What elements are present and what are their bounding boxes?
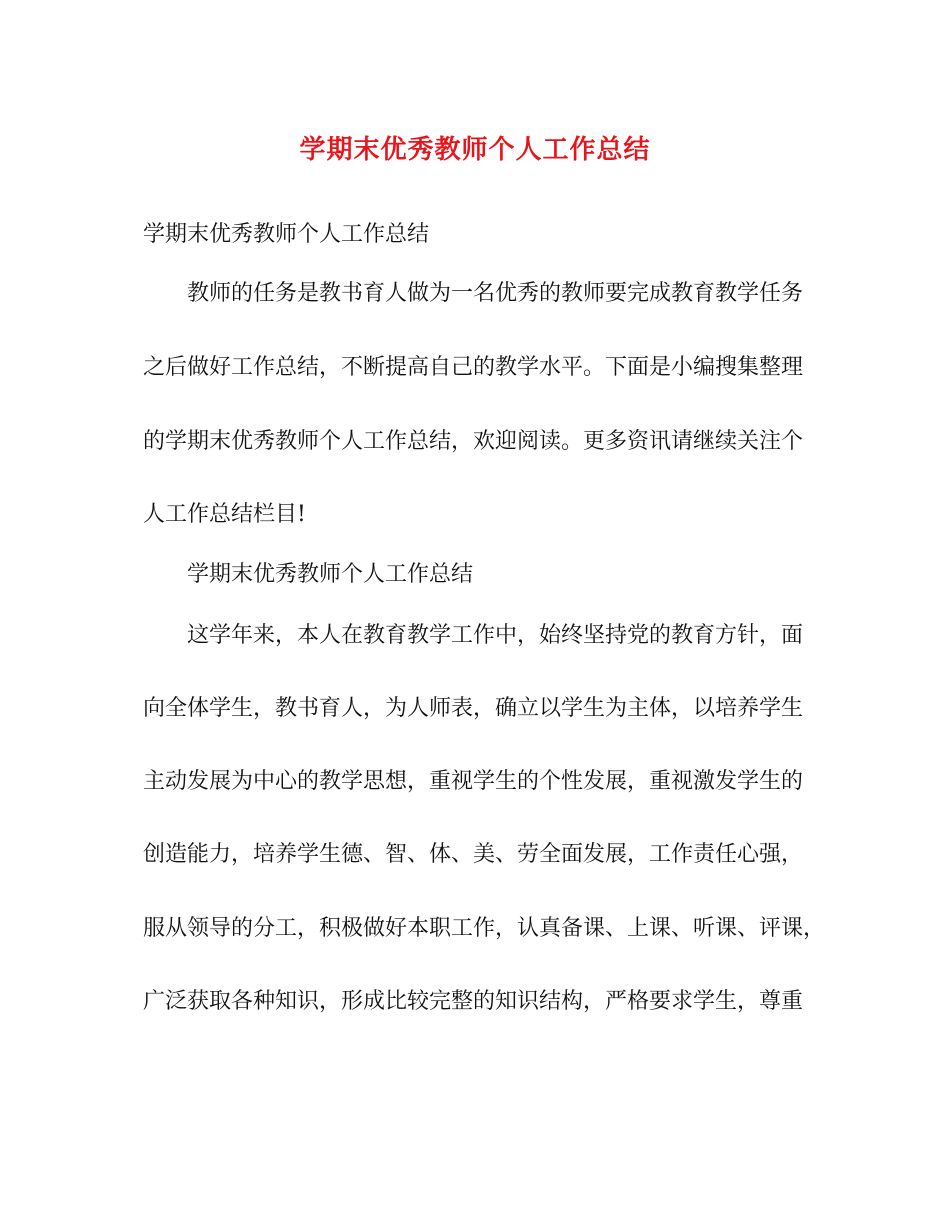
text-line: 之后做好工作总结，不断提高自己的教学水平。下面是小编搜集整理: [143, 355, 804, 380]
text-line: 主动发展为中心的教学思想，重视学生的个性发展，重视激发学生的: [143, 769, 804, 794]
text-line: 的学期末优秀教师个人工作总结，欢迎阅读。更多资讯请继续关注个: [143, 429, 804, 454]
document-title: 学期末优秀教师个人工作总结: [299, 135, 651, 165]
text-line: 服从领导的分工，积极做好本职工作，认真备课、上课、听课、评课，: [143, 916, 826, 941]
text-line: 学期末优秀教师个人工作总结: [143, 222, 430, 247]
text-line: 广泛获取各种知识，形成比较完整的知识结构，严格要求学生，尊重: [143, 989, 804, 1014]
text-line: 这学年来，本人在教育教学工作中，始终坚持党的教育方针，面: [187, 623, 804, 648]
text-line: 向全体学生，教书育人，为人师表，确立以学生为主体，以培养学生: [143, 696, 804, 721]
text-line: 学期末优秀教师个人工作总结: [187, 562, 474, 587]
text-line: 创造能力，培养学生德、智、体、美、劳全面发展，工作责任心强，: [143, 842, 804, 867]
text-line: 教师的任务是教书育人做为一名优秀的教师要完成教育教学任务: [187, 281, 804, 306]
text-line: 人工作总结栏目!: [143, 502, 306, 527]
